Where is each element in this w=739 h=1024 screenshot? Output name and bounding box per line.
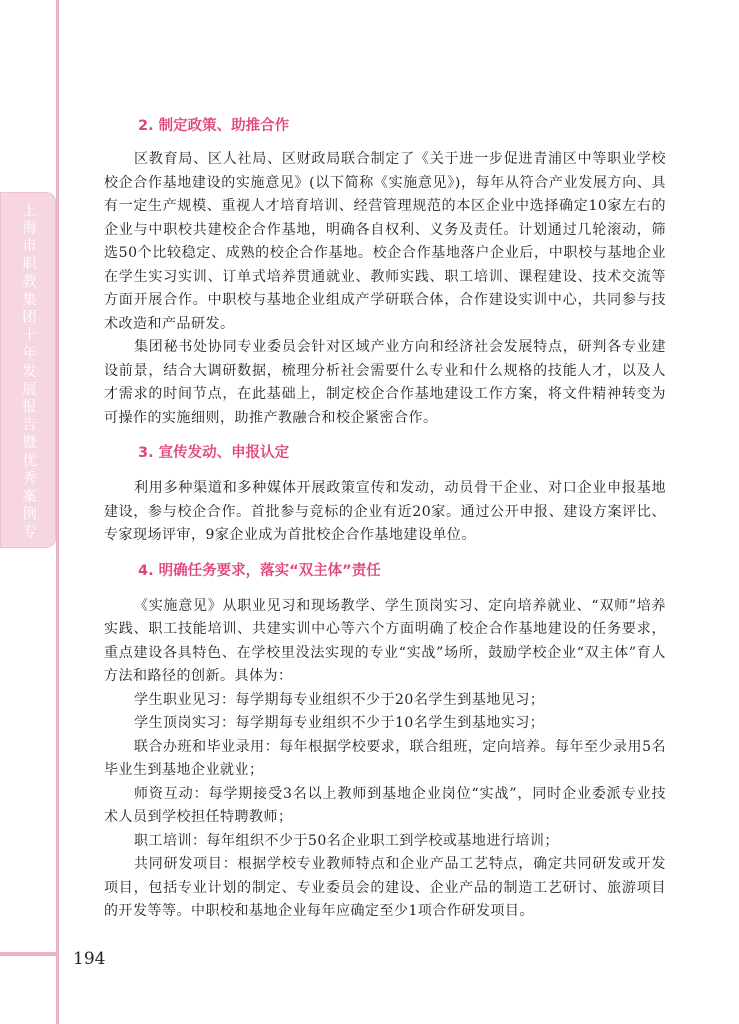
- list-item: 职工培训：每年组织不少于50名企业职工到学校或基地进行培训；: [134, 832, 559, 849]
- section-heading-3: 3. 宣传发动、申报认定: [138, 445, 290, 461]
- list-item: 师资互动：每学期接受3名以上教师到基地企业岗位“实战”，同时企业委派专业技术人员到学校担任特聘教师；: [104, 785, 666, 825]
- list-item: 学生职业见习：每学期每专业组织不少于20名学生到基地见习；: [134, 691, 545, 708]
- page-number-bar: [0, 952, 56, 956]
- section-heading-4: 4. 明确任务要求，落实“双主体”责任: [138, 562, 381, 579]
- side-tab: [0, 192, 56, 548]
- paragraph: 集团秘书处协同专业委员会针对区域产业方向和经济社会发展特点，研判各专业建设前景，结合大调研数据，梳理分析社会需要什么专业和什么规格的技能人才，以及人才需求的时间节点，在此基础上，制定校企合作基地建设工作方案，将文件精神转变为可操作的实施细则，助推产教融合和校企紧密合作。: [104, 339, 666, 426]
- margin-rule: [56, 0, 59, 1024]
- paragraph: 利用多种渠道和多种媒体开展政策宣传和发动，动员骨干企业、对口企业申报基地建设，参与校企合作。首批参与竞标的企业有近20家。通过公开申报、建设方案评比、专家现场评审，9家企业成为首批校企合作基地建设单位。: [104, 480, 666, 543]
- paragraph: 区教育局、区人社局、区财政局联合制定了《关于进一步促进青浦区中等职业学校校企合作基地建设的实施意见》(以下简称《实施意见》)，每年从符合产业发展方向、具有一定生产规模、重视人才培育培训、经营管理规范的本区企业中选择确定10家左右的企业与中职校共建校企合作基地，明确各自权利、义务及责任。计划通过几轮滚动，筛选50个比较稳定、成熟的校企合作基地。校企合作基地落户企业后，中职校与基地企业在学生实习实训、订单式培养贯通就业、教师实践、职工培训、课程建设、技术交流等方面开展合作。中职校与基地企业组成产学研联合体，合作建设实训中心，共同参与技术改造和产品研发。: [104, 151, 666, 332]
- page-number: 194: [73, 949, 106, 969]
- article-body: [104, 113, 666, 924]
- paragraph: 《实施意见》从职业见习和现场教学、学生顶岗实习、定向培养就业、“双师”培养实践、职工技能培训、共建实训中心等六个方面明确了校企合作基地建设的任务要求，重点建设各具特色、在学校里没法实现的专业“实战”场所，鼓励学校企业“双主体”育人方法和路径的创新。具体为：: [104, 597, 666, 684]
- section-heading-2: 2. 制定政策、助推合作: [138, 118, 290, 134]
- side-tab-title: 上海市职教集团十年发展报告暨优秀案例专: [20, 202, 36, 543]
- list-item: 学生顶岗实习：每学期每专业组织不少于10名学生到基地实习；: [134, 715, 545, 731]
- list-item: 联合办班和毕业录用：每年根据学校要求，联合组班，定向培养。每年至少录用5名毕业生到基地企业就业；: [104, 738, 666, 778]
- list-item: 共同研发项目：根据学校专业教师特点和企业产品工艺特点，确定共同研发或开发项目，包括专业计划的制定、专业委员会的建设、企业产品的制造工艺研讨、旅游项目的开发等等。中职校和基地企业每年应确定至少1项合作研发项目。: [104, 856, 666, 919]
